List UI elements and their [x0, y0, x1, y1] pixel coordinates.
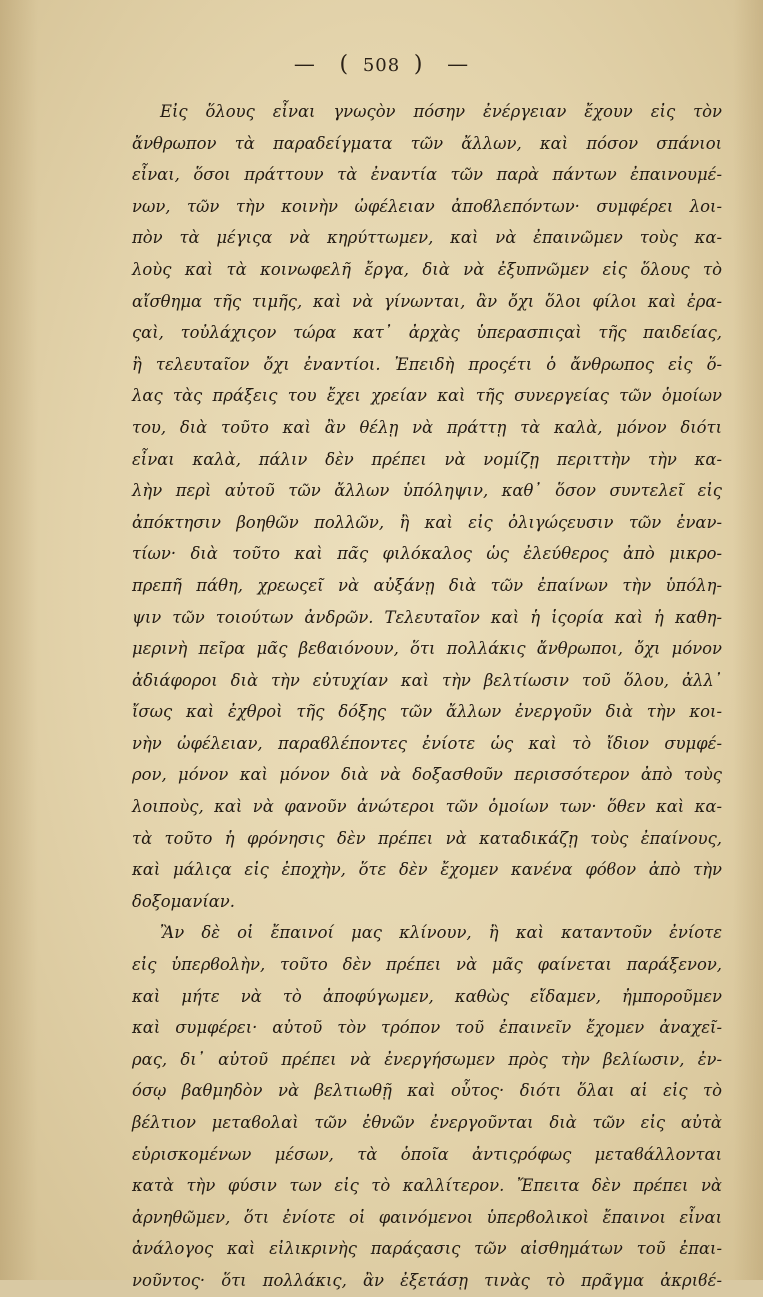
page-number: 508: [362, 55, 401, 76]
paragraph-start-line: Ἂν δὲ οἱ ἔπαινοί μας κλίνουν, ἢ καὶ καταντοῦν ἐνίοτε: [160, 923, 722, 943]
text-line: εἶναι καλὰ, πάλιν δὲν πρέπει νὰ νομίζῃ περιττὴν τὴν κα-: [132, 449, 722, 469]
text-line: ἄνθρωπον τὰ παραδείγματα τῶν ἄλλων, καὶ πόσον σπάνιοι: [132, 133, 722, 153]
header-paren-open: (: [339, 52, 350, 77]
text-line: λας τὰς πράξεις του ἔχει χρείαν καὶ τῆς συνεργείας τῶν ὁμοίων: [132, 386, 722, 406]
text-line: ἴσως καὶ ἐχθροὶ τῆς δόξης τῶν ἄλλων ἐνεργοῦν διὰ τὴν κοι-: [132, 702, 722, 722]
text-line: Εἰς ὅλους εἶναι γνωςὸν πόσην ἐνέργειαν ἔχουν εἰς τὸν: [160, 102, 722, 121]
text-line: ςαὶ, τοὐλάχιςον τώρα κατ᾽ ἀρχὰς ὑπερασπιςαὶ τῆς παιδείας,: [132, 323, 722, 343]
text-line: εὑρισκομένων μέσων, τὰ ὁποῖα ἀντιςρόφως μεταϐάλλονται: [132, 1144, 722, 1164]
paragraph-end-line: δοξομανίαν.: [132, 891, 235, 911]
text-line: νων, τῶν τὴν κοινὴν ὠφέλειαν ἀποϐλεπόντων· συμφέρει λοι-: [132, 196, 722, 216]
text-line: μερινὴ πεῖρα μᾶς βεϐαιόνουν, ὅτι πολλάκις ἄνθρωποι, ὄχι μόνον: [132, 639, 722, 659]
text-line: καὶ μήτε νὰ τὸ ἀποφύγωμεν, καθὼς εἴδαμεν, ἠμποροῦμεν: [132, 986, 722, 1006]
text-line: ἀρνηθῶμεν, ὅτι ἐνίοτε οἱ φαινόμενοι ὑπερϐολικοὶ ἔπαινοι εἶναι: [132, 1207, 722, 1227]
header-dash-left: —: [293, 52, 316, 76]
text-line: τίων· διὰ τοῦτο καὶ πᾶς φιλόκαλος ὡς ἐλεύθερος ἀπὸ μικρο-: [132, 544, 722, 564]
text-line: του, διὰ τοῦτο καὶ ἂν θέλῃ νὰ πράττῃ τὰ καλὰ, μόνον διότι: [132, 417, 722, 437]
text-line: τὰ τοῦτο ἡ φρόνησις δὲν πρέπει νὰ καταδικάζῃ τοὺς ἐπαίνους,: [132, 828, 722, 848]
page-edge-shadow-right: [733, 0, 763, 1280]
header-dash-right: —: [447, 52, 470, 76]
body-text: [132, 96, 722, 1297]
page-edge-shadow-left: [0, 0, 38, 1280]
text-line: πρεπῆ πάθη, χρεωςεῖ νὰ αὐξάνῃ διὰ τῶν ἐπαίνων τὴν ὑπόλη-: [132, 575, 722, 595]
header-paren-close: ): [413, 52, 424, 77]
text-line: κατὰ τὴν φύσιν των εἰς τὸ καλλίτερον. Ἔπειτα δὲν πρέπει νὰ: [132, 1176, 722, 1196]
text-line: αἴσθημα τῆς τιμῆς, καὶ νὰ γίνωνται, ἂν ὄχι ὅλοι φίλοι καὶ ἐρα-: [132, 291, 722, 311]
text-line: ἀδιάφοροι διὰ τὴν εὐτυχίαν καὶ τὴν βελτίωσιν τοῦ ὅλου, ἀλλ᾽: [132, 670, 722, 690]
text-line: όσῳ βαθμηδὸν νὰ βελτιωθῇ καὶ οὗτος· διότι ὅλαι αἱ εἰς τὸ: [132, 1081, 722, 1101]
text-line: λοιποὺς, καὶ νὰ φανοῦν ἀνώτεροι τῶν ὁμοίων των· ὅθεν καὶ κα-: [132, 797, 722, 817]
text-line: ρον, μόνον καὶ μόνον διὰ νὰ δοξασθοῦν περισσότερον ἀπὸ τοὺς: [132, 765, 722, 785]
text-line: ἀνάλογος καὶ εἰλικρινὴς παράςασις τῶν αἰσθημάτων τοῦ ἐπαι-: [132, 1239, 722, 1259]
text-line: λοὺς καὶ τὰ κοινωφελῆ ἔργα, διὰ νὰ ἐξυπνῶμεν εἰς ὅλους τὸ: [132, 259, 722, 279]
page-header: [0, 52, 763, 77]
text-line: νὴν ὠφέλειαν, παραϐλέποντες ἐνίοτε ὡς καὶ τὸ ἴδιον συμφέ-: [132, 733, 722, 753]
text-line: βέλτιον μεταϐολαὶ τῶν ἐθνῶν ἐνεργοῦνται διὰ τῶν εἰς αὐτὰ: [132, 1113, 722, 1132]
text-line: ἢ τελευταῖον ὄχι ἐναντίοι. Ἐπειδὴ προςέτι ὁ ἄνθρωπος εἰς ὅ-: [132, 354, 722, 374]
text-line: πὸν τὰ μέγιςα νὰ κηρύττωμεν, καὶ νὰ ἐπαινῶμεν τοὺς κα-: [132, 228, 722, 248]
text-line: καὶ μάλιςα εἰς ἐποχὴν, ὅτε δὲν ἔχομεν κανένα φόϐον ἀπὸ τὴν: [132, 860, 722, 880]
text-line: ψιν τῶν τοιούτων ἀνδρῶν. Τελευταῖον καὶ ἡ ἱςορία καὶ ἡ καθη-: [132, 607, 722, 627]
text-line: ἀπόκτησιν βοηθῶν πολλῶν, ἢ καὶ εἰς ὀλιγώςευσιν τῶν ἐναν-: [132, 512, 722, 532]
text-line: εἰς ὑπερϐολὴν, τοῦτο δὲν πρέπει νὰ μᾶς φαίνεται παράξενον,: [132, 955, 722, 975]
text-line: καὶ συμφέρει· αὐτοῦ τὸν τρόπον τοῦ ἐπαινεῖν ἔχομεν ἀναχεῖ-: [132, 1018, 722, 1038]
text-line: ρας, δι᾽ αὐτοῦ πρέπει νὰ ἐνεργήσωμεν πρὸς τὴν βελίωσιν, ἐν-: [132, 1049, 722, 1069]
text-line: λὴν περὶ αὐτοῦ τῶν ἄλλων ὑπόληψιν, καθ᾽ ὅσον συντελεῖ εἰς: [132, 481, 722, 501]
text-line: νοῦντος· ὅτι πολλάκις, ἂν ἐξετάσῃ τινὰς τὸ πρᾶγμα ἀκριϐέ-: [132, 1270, 722, 1290]
text-line: εἶναι, ὅσοι πράττουν τὰ ἐναντία τῶν παρὰ πάντων ἐπαινουμέ-: [132, 165, 722, 185]
